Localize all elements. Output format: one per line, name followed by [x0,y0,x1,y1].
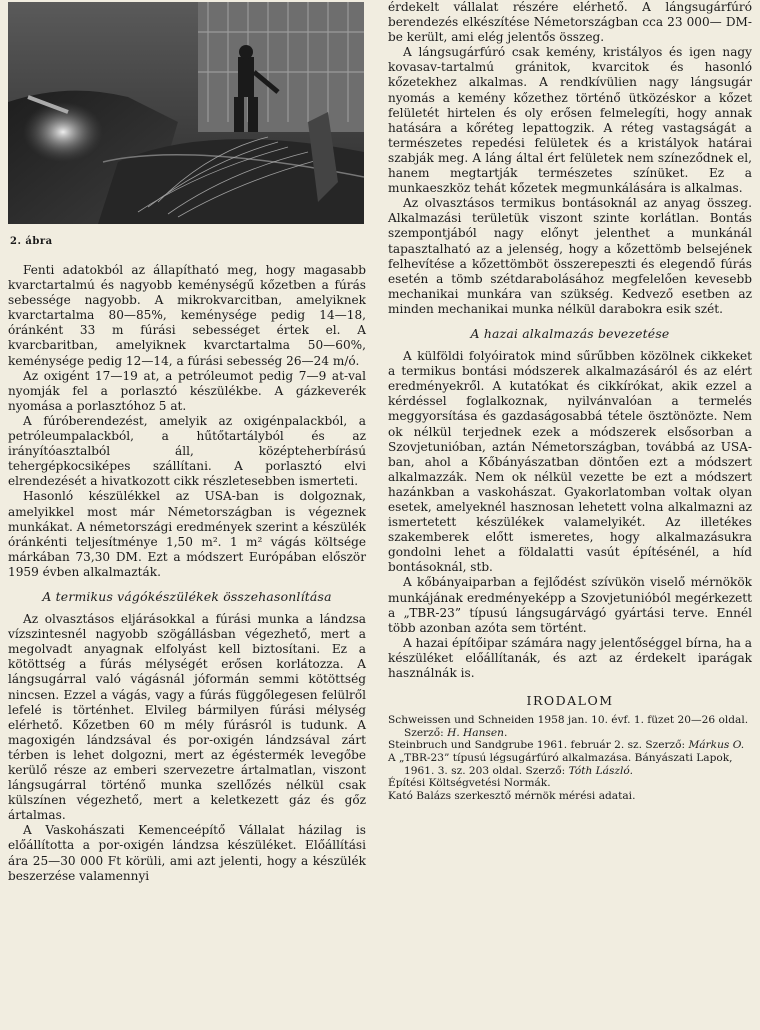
paragraph: A hazai építőipar számára nagy jelentőséggel bírna, ha a készüléket előállítanák, és azt az érdekelt iparágak használnák is. [388,635,752,681]
paragraph: A Vaskohászati Kemenceépítő Vállalat házilag is előállította a por-oxigén lándzsa készüléket. Előállítási ára 25—30 000 Ft körüli, ami azt jelenti, hogy a készülék beszerzése valamennyi [8,823,366,883]
paragraph: A fúróberendezést, amelyik az oxigénpalackból, a petróleumpalackból, a hűtőtartályból és az irányítóasztalból áll, középteherbírású tehergépkocsiképes szállítani. A porlasztó elvi elrendezését a hivatkozott cikk részletesebben ismerteti. [8,413,366,489]
paragraph: Az olvasztásos termikus bontásoknál az anyag összeg. Alkalmazási területük viszont szinte korlátlan. Bontás szempontjából nagy előnyt jelenthet a munkánál tapasztalható az a jelenség, hogy a kőzettömb belsejének felhevítése a kőzettömböt összerepeszti és elegendő fúrás esetén a tömb szétdarabolásához megfelelően kevesebb mechanikai munkára van szükség. Kedvező esetben az minden mechanikai munka nélkül darabokra esik szét. [388,196,752,316]
paragraph: A kőbányaiparban a fejlődést szívükön viselő mérnökök munkájának eredményeképp a Szovjetunióból megérkezett a „TBR-23” típusú lángsugárvágó gyártási terve. Ennél több azonban azóta sem történt. [388,575,752,635]
paragraph: A lángsugárfúró csak kemény, kristályos és igen nagy kovasav-tartalmú gránitok, kvarcitok és hasonló kőzetekhez alkalmas. A rendkívülien nagy lángsugár nyomás a kemény kőzethez történő ütközéskor a kőzet felületét hirtelen és oly erősen felmelegíti, hogy annak hatására a kőréteg lepattogzik. A réteg vastagságát a természetes repedési felületek és a kristályok határai szabják meg. A láng által ért felületek nem színeződnek el, hanem megtartják természetes színüket. Ez a munkaeszköz tehát kőzetek megmunkálására is alkalmas. [388,45,752,196]
paragraph: Az olvasztásos eljárásokkal a fúrási munka a lándzsa vízszintesnél nagyobb szögállásban végezhető, mert a megolvadt anyagnak elfolyást kell biztosítani. Ez a kötöttség a fúrás mélységét erősen korlátozza. A lángsugárral való vágásnál jóformán semmi kötöttség nincsen. Ezzel a vágás, vagy a fúrás függőlegesen felülről lefelé is történhet. Elvileg bármilyen fúrási mélység elérhető. Kőzetben 60 m mély fúrásról is tudunk. A magoxigén lándzsával és por-oxigén lándzsával zárt térben is lehet dolgozni, mert az égéstermék levegőbe kerülő része az emberi szervezetre ártalmatlan, viszont lángsugárral történő munka szellőzés nélkül csak külszínen végezhető, mert a keletkezett gáz és gőz ártalmas. [8,612,366,823]
reference-item [388,777,752,790]
reference-item [388,752,752,777]
reference-item [388,714,752,739]
left-column [8,263,366,884]
literature-title: IRODALOM [526,693,614,709]
reference-item [388,739,752,752]
reference-author: Tóth László. [568,764,633,777]
paragraph: Az oxigént 17—19 at, a petróleumot pedig 7—9 at-val nyomják fel a porlasztó készülékbe. A gázkeverék nyomása a porlasztóhoz 5 at. [8,368,366,413]
right-column [388,0,752,802]
reference-text: Kató Balázs szerkesztő mérnök mérési adatai. [388,789,636,802]
reference-text: Schweissen und Schneiden 1958 jan. 10. évf. 1. füzet 20—26 oldal. Szerző: [388,714,749,739]
reference-text: Steinbruch und Sandgrube 1961. február 2. sz. Szerző: [388,739,689,752]
reference-author: Márkus O. [688,739,745,752]
paragraph: Hasonló készülékkel az USA-ban is dolgoznak, amelyikkel most már Németországban is végeznek munkákat. A németországi eredmények szerint a készülék óránkénti teljesítménye 1,50 m². 1 m² vágás költsége márkában 73,30 DM. Ezt a módszert Európában először 1959 évben alkalmazták. [8,489,366,579]
section-heading: A termikus vágókészülékek összehasonlítása [42,588,332,604]
paragraph: érdekelt vállalat részére elérhető. A lángsugárfúró berendezés elkészítése Németországban cca 23 000— DM-be került, ami elég jelentős összeg. [388,0,752,45]
reference-text: Építési Költségvetési Normák. [388,777,551,790]
reference-author: H. Hansen. [447,726,508,739]
section-heading: A hazai alkalmazás bevezetése [470,325,670,341]
paragraph: Fenti adatokból az állapítható meg, hogy magasabb kvarctartalmú és nagyobb keménységű kőzetben a fúrás sebessége nagyobb. A mikrokvarcitban, amelyiknek kvarctartalma 80—85%, keménysége pedig 14—18, óránként 33 m fúrási sebességet értek el. A kvarcbaritban, amelyiknek kvarctartalma 50—60%, keménysége pedig 12—14, a fúrási sebesség 26—24 m/ó. [8,263,366,368]
reference-text: A „TBR-23” típusú légsugárfúró alkalmazása. Bányászati Lapok, 1961. 3. sz. 203 oldal. Szerző: [388,752,733,777]
reference-item [388,790,752,803]
figure-photo [8,2,364,224]
paragraph: A külföldi folyóiratok mind sűrűbben közölnek cikkeket a termikus bontási módszerek alkalmazásáról és az elért eredményekről. A kutatókat és cikkírókat, akik ezzel a kérdéssel foglalkoznak, nyilvánvalóan a termelés meggyorsítása és gazdaságosabbá tétele ösztönözte. Nem ok nélkül terjednek ezek a módszerek elsősorban a Szovjetunióban, aztán Németországban, továbbá az USA-ban, ahol a Kőbányászatban döntően ezt a módszert alkalmazzák. Nem ok nélkül vezette be ezt a módszert hazánkban a vaskohászat. Gyakorlatomban voltak olyan esetek, amelyeknél hasznosan lehetett volna alkalmazni az ismertetett készülékek valamelyikét. Az illetékes szakemberek előtt ismeretes, hogy alkalmazásukra gondolni lehet a földalatti vasút építésénél, a híd bontásoknál, stb. [388,349,752,575]
drilling-photo-illustration [8,2,364,224]
reference-list [388,714,752,802]
figure-caption: 2. ábra [10,236,53,247]
